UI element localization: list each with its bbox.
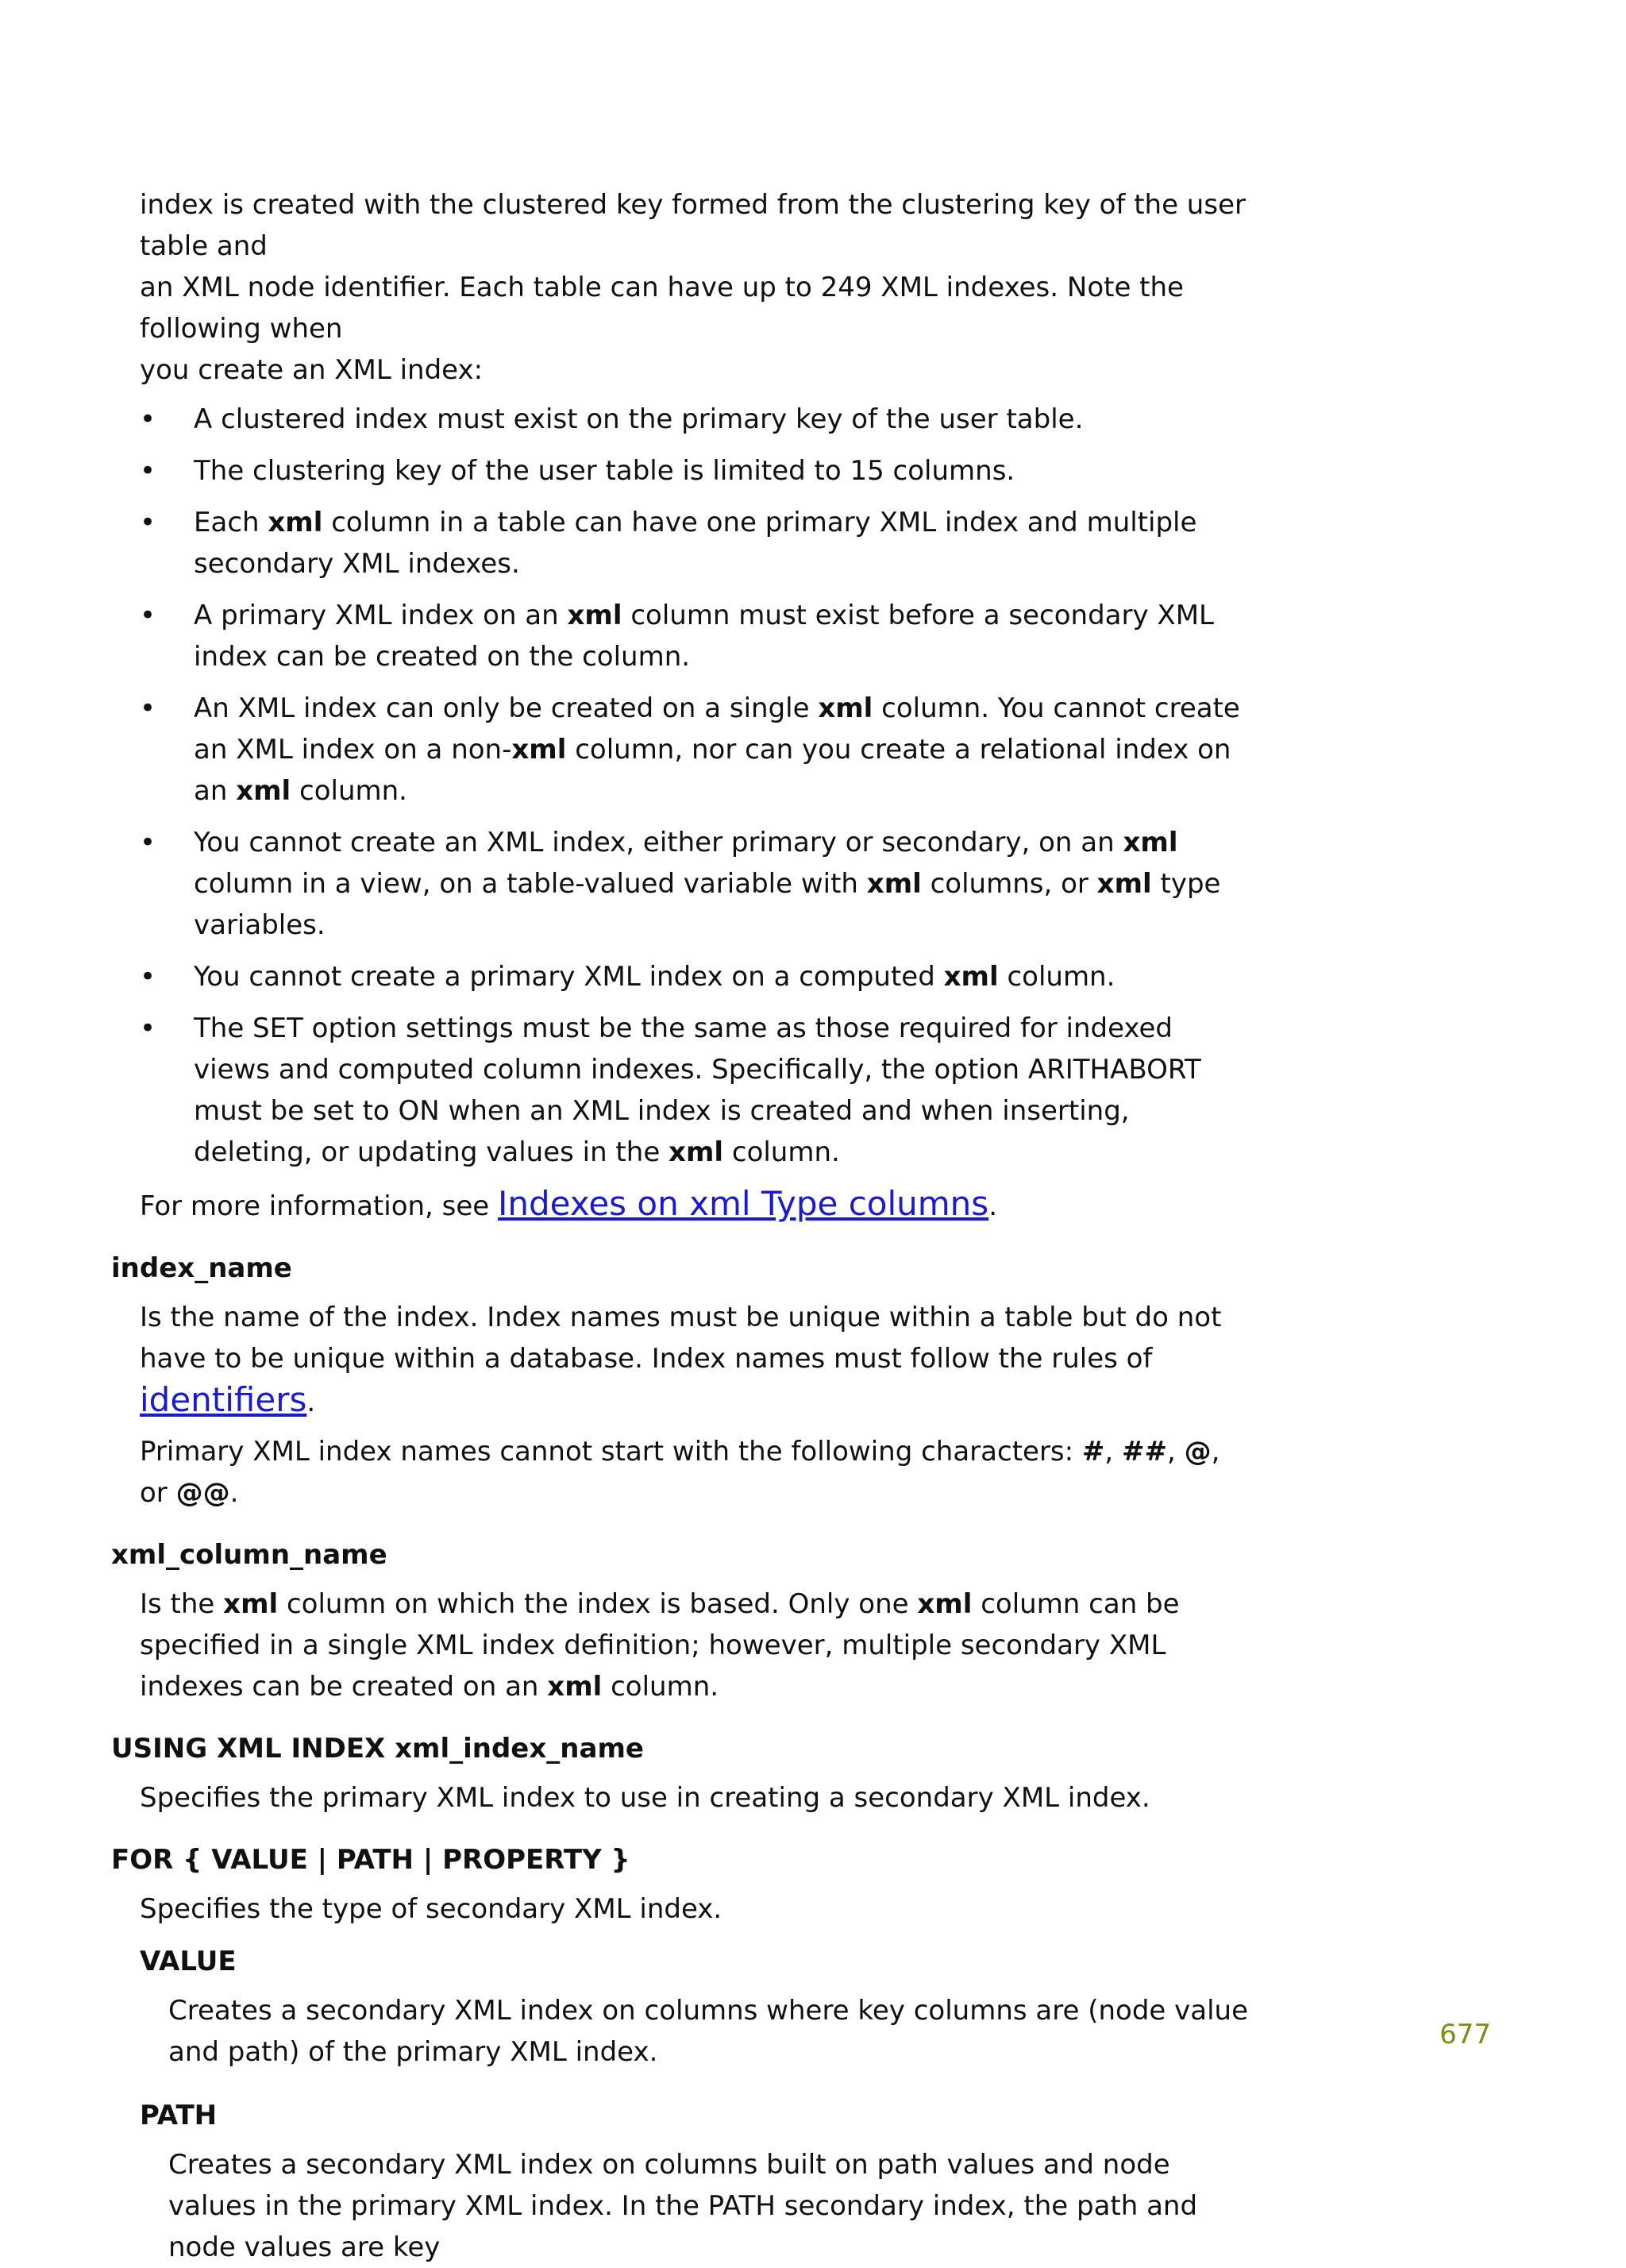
list-item — [111, 595, 1254, 677]
separator: , — [1167, 1436, 1185, 1468]
list-item — [111, 399, 1254, 440]
list-item-text: column. — [998, 961, 1115, 993]
separator: . — [229, 1477, 239, 1509]
page-content — [111, 184, 1254, 2268]
list-item — [111, 688, 1254, 812]
more-info-text: For more information, see — [140, 1190, 499, 1222]
index-name-restriction — [111, 1431, 1254, 1514]
bullet-icon: • — [140, 600, 156, 631]
char-hash: # — [1081, 1436, 1105, 1468]
list-item-text: column. You cannot create an XML index on a non- — [194, 692, 1240, 766]
list-item — [111, 502, 1254, 584]
list-item-text: type variables. — [194, 868, 1221, 941]
for-clause-description: Specifies the type of secondary XML index. — [140, 1893, 722, 1925]
requirements-list — [111, 399, 1254, 1173]
description-text: column on which the index is based. Only one — [278, 1588, 918, 1620]
path-description: Creates a secondary XML index on columns built on path values and node values in the primary XML index. In the PATH secondary index, the path and node values are key — [168, 2149, 1198, 2263]
list-item-text: A primary XML index on an — [194, 600, 568, 631]
keyword-xml: xml — [1096, 868, 1152, 900]
term-xml-column-name: xml_column_name — [111, 1539, 387, 1571]
keyword-xml: xml — [818, 692, 873, 724]
list-item-text: column in a view, on a table-valued variable with — [194, 868, 867, 900]
index-name-description — [111, 1297, 1254, 1423]
keyword-xml: xml — [1123, 827, 1178, 858]
list-item-text: An XML index can only be created on a single — [194, 692, 819, 724]
char-at: @ — [1184, 1436, 1212, 1468]
list-item-text: columns, or — [921, 868, 1097, 900]
keyword-xml: xml — [223, 1588, 279, 1620]
more-info-text: . — [988, 1190, 997, 1222]
more-info-paragraph — [111, 1183, 1254, 1227]
bullet-icon: • — [140, 455, 156, 487]
list-item — [111, 956, 1254, 997]
subterm-value: VALUE — [140, 1946, 237, 1977]
term-index-name: index_name — [111, 1252, 292, 1284]
separator: , or — [140, 1436, 1220, 1509]
xml-column-name-description — [111, 1583, 1254, 1707]
keyword-xml: xml — [866, 868, 922, 900]
keyword-xml: xml — [943, 961, 999, 993]
term-for-clause: FOR { VALUE | PATH | PROPERTY } — [111, 1844, 630, 1876]
value-description: Creates a secondary XML index on columns where key columns are (node value and path) of the primary XML index. — [168, 1995, 1248, 2068]
bullet-icon: • — [140, 827, 156, 858]
term-using-xml-index: USING XML INDEX xml_index_name — [111, 1733, 644, 1765]
list-item-text: Each — [194, 507, 268, 538]
keyword-xml: xml — [236, 775, 291, 807]
description-text: Primary XML index names cannot start with the following characters: — [140, 1436, 1082, 1468]
list-item-text: The clustering key of the user table is limited to 15 columns. — [194, 455, 1015, 487]
list-item-text: column must exist before a secondary XML index can be created on the column. — [194, 600, 1214, 673]
list-item-text: column in a table can have one primary XML index and multiple secondary XML indexes. — [194, 507, 1197, 580]
list-item — [111, 450, 1254, 492]
list-item-text: You cannot create a primary XML index on a computed — [194, 961, 944, 993]
list-item-text: You cannot create an XML index, either primary or secondary, on an — [194, 827, 1123, 858]
bullet-icon: • — [140, 507, 156, 538]
intro-line: index is created with the clustered key formed from the clustering key of the user table and — [140, 189, 1246, 262]
list-item-text: The SET option settings must be the same as those required for indexed views and computed column indexes. Specifically, the option ARITHABORT must be set to ON when an XML index is created and when inserting, deleting, or updating values in the — [194, 1012, 1201, 1168]
list-item-text: column. — [291, 775, 407, 807]
keyword-xml: xml — [511, 734, 567, 766]
keyword-xml: xml — [567, 600, 622, 631]
subterm-path: PATH — [140, 2100, 218, 2131]
using-xml-index-description: Specifies the primary XML index to use in creating a secondary XML index. — [140, 1782, 1150, 1814]
bullet-icon: • — [140, 961, 156, 993]
description-text: Is the — [140, 1588, 224, 1620]
list-item-text: column, nor can you create a relational index on an — [194, 734, 1231, 807]
keyword-xml: xml — [917, 1588, 973, 1620]
indexes-on-xml-columns-link[interactable]: Indexes on xml Type columns — [498, 1184, 989, 1223]
intro-line: you create an XML index: — [140, 354, 484, 386]
keyword-xml: xml — [669, 1136, 724, 1168]
bullet-icon: • — [140, 692, 156, 724]
list-item — [111, 1008, 1254, 1173]
char-double-hash: ## — [1122, 1436, 1168, 1468]
intro-paragraph — [111, 184, 1254, 391]
description-text: Is the name of the index. Index names must be unique within a table but do not have to be unique within a database. Index names must follow the rules of — [140, 1302, 1222, 1375]
keyword-xml: xml — [547, 1671, 603, 1703]
list-item-text: column. — [723, 1136, 840, 1168]
separator: , — [1104, 1436, 1123, 1468]
identifiers-link[interactable]: identifiers — [140, 1380, 307, 1419]
char-double-at: @@ — [175, 1477, 230, 1509]
description-text: column can be specified in a single XML index definition; however, multiple secondary XML indexes can be created on an — [140, 1588, 1180, 1703]
list-item — [111, 822, 1254, 946]
description-text: column. — [602, 1671, 719, 1703]
keyword-xml: xml — [268, 507, 323, 538]
description-text: . — [306, 1387, 316, 1418]
intro-line: an XML node identifier. Each table can have up to 249 XML indexes. Note the following when — [140, 272, 1184, 345]
bullet-icon: • — [140, 403, 156, 435]
page-number: 677 — [1439, 2019, 1491, 2050]
bullet-icon: • — [140, 1012, 156, 1044]
list-item-text: A clustered index must exist on the primary key of the user table. — [194, 403, 1084, 435]
